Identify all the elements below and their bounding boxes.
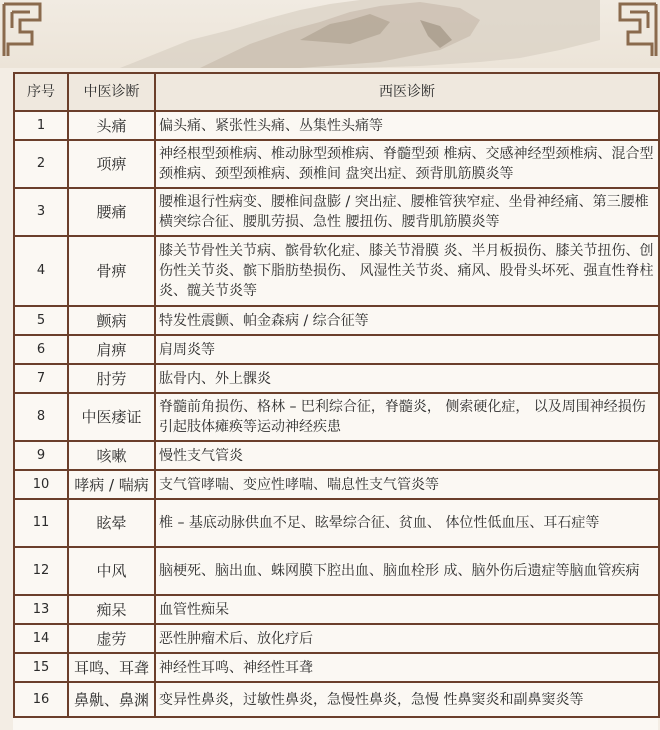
cell-wm: 偏头痛、紧张性头痛、丛集性头痛等 [155,111,659,140]
header-no: 序号 [14,73,68,111]
table-row [14,188,659,236]
table-row [14,306,659,335]
table-row [14,470,659,499]
table-header-row [14,73,659,111]
table-row [14,364,659,393]
table-row [14,624,659,653]
cell-no: 2 [14,140,68,188]
cell-wm: 肱骨内、外上髁炎 [155,364,659,393]
table-row [14,547,659,595]
cell-wm: 恶性肿瘤术后、放化疗后 [155,624,659,653]
cell-wm: 特发性震颤、帕金森病 / 综合征等 [155,306,659,335]
table-body [14,111,659,717]
fretwork-corner-right-icon [600,0,660,60]
cell-wm: 腰椎退行性病变、腰椎间盘膨 / 突出症、腰椎管狭窄症、坐骨神经痛、第三腰椎横突综合征、腰肌劳损、急性 腰扭伤、腰背肌筋膜炎等 [155,188,659,236]
cell-tcm: 痴呆 [68,595,155,624]
table-row [14,111,659,140]
diagnosis-table [13,72,660,718]
cell-no: 4 [14,236,68,306]
cell-no: 9 [14,441,68,470]
cell-wm: 椎 – 基底动脉供血不足、眩晕综合征、贫血、 体位性低血压、耳石症等 [155,499,659,547]
cell-tcm: 哮病 / 喘病 [68,470,155,499]
cell-no: 15 [14,653,68,682]
cell-no: 7 [14,364,68,393]
cell-no: 14 [14,624,68,653]
cell-tcm: 咳嗽 [68,441,155,470]
cell-tcm: 头痛 [68,111,155,140]
cell-wm: 膝关节骨性关节病、髌骨软化症、膝关节滑膜 炎、半月板损伤、膝关节扭伤、创伤性关节炎、髌下脂肪垫损伤、 风湿性关节炎、痛风、股骨头坏死、强直性脊柱炎、髋关节炎等 [155,236,659,306]
cell-tcm: 颤病 [68,306,155,335]
table-row [14,441,659,470]
cell-tcm: 虚劳 [68,624,155,653]
table-row [14,499,659,547]
table-row [14,140,659,188]
cell-tcm: 肘劳 [68,364,155,393]
cell-tcm: 耳鸣、耳聋 [68,653,155,682]
diagnosis-table-container [13,72,658,730]
cell-no: 10 [14,470,68,499]
table-row [14,236,659,306]
cell-wm: 脊髓前角损伤、格林 – 巴利综合征，脊髓炎， 侧索硬化症， 以及周围神经损伤引起肢体瘫痪等运动神经疾患 [155,393,659,441]
decorative-header [0,0,660,68]
header-wm: 西医诊断 [155,73,659,111]
cell-tcm: 腰痛 [68,188,155,236]
cell-no: 16 [14,682,68,717]
cell-tcm: 中医痿证 [68,393,155,441]
cell-wm: 神经性耳鸣、神经性耳聋 [155,653,659,682]
ink-mountain-illustration [0,0,660,68]
cell-no: 1 [14,111,68,140]
cell-tcm: 肩痹 [68,335,155,364]
table-row [14,682,659,717]
cell-wm: 慢性支气管炎 [155,441,659,470]
cell-tcm: 眩晕 [68,499,155,547]
table-row [14,335,659,364]
cell-no: 11 [14,499,68,547]
cell-tcm: 项痹 [68,140,155,188]
fretwork-corner-left-icon [0,0,60,60]
cell-tcm: 鼻鼽、鼻渊 [68,682,155,717]
cell-wm: 肩周炎等 [155,335,659,364]
cell-no: 3 [14,188,68,236]
cell-no: 5 [14,306,68,335]
cell-no: 13 [14,595,68,624]
table-row [14,595,659,624]
cell-wm: 血管性痴呆 [155,595,659,624]
cell-no: 8 [14,393,68,441]
cell-tcm: 中风 [68,547,155,595]
cell-wm: 脑梗死、脑出血、蛛网膜下腔出血、脑血栓形 成、脑外伤后遗症等脑血管疾病 [155,547,659,595]
cell-tcm: 骨痹 [68,236,155,306]
table-row [14,393,659,441]
cell-wm: 神经根型颈椎病、椎动脉型颈椎病、脊髓型颈 椎病、交感神经型颈椎病、混合型颈椎病、颈型颈椎病、颈椎间 盘突出症、颈背肌筋膜炎等 [155,140,659,188]
cell-wm: 变异性鼻炎，过敏性鼻炎，急慢性鼻炎，急慢 性鼻窦炎和副鼻窦炎等 [155,682,659,717]
cell-no: 12 [14,547,68,595]
cell-no: 6 [14,335,68,364]
cell-wm: 支气管哮喘、变应性哮喘、喘息性支气管炎等 [155,470,659,499]
header-tcm: 中医诊断 [68,73,155,111]
table-row [14,653,659,682]
